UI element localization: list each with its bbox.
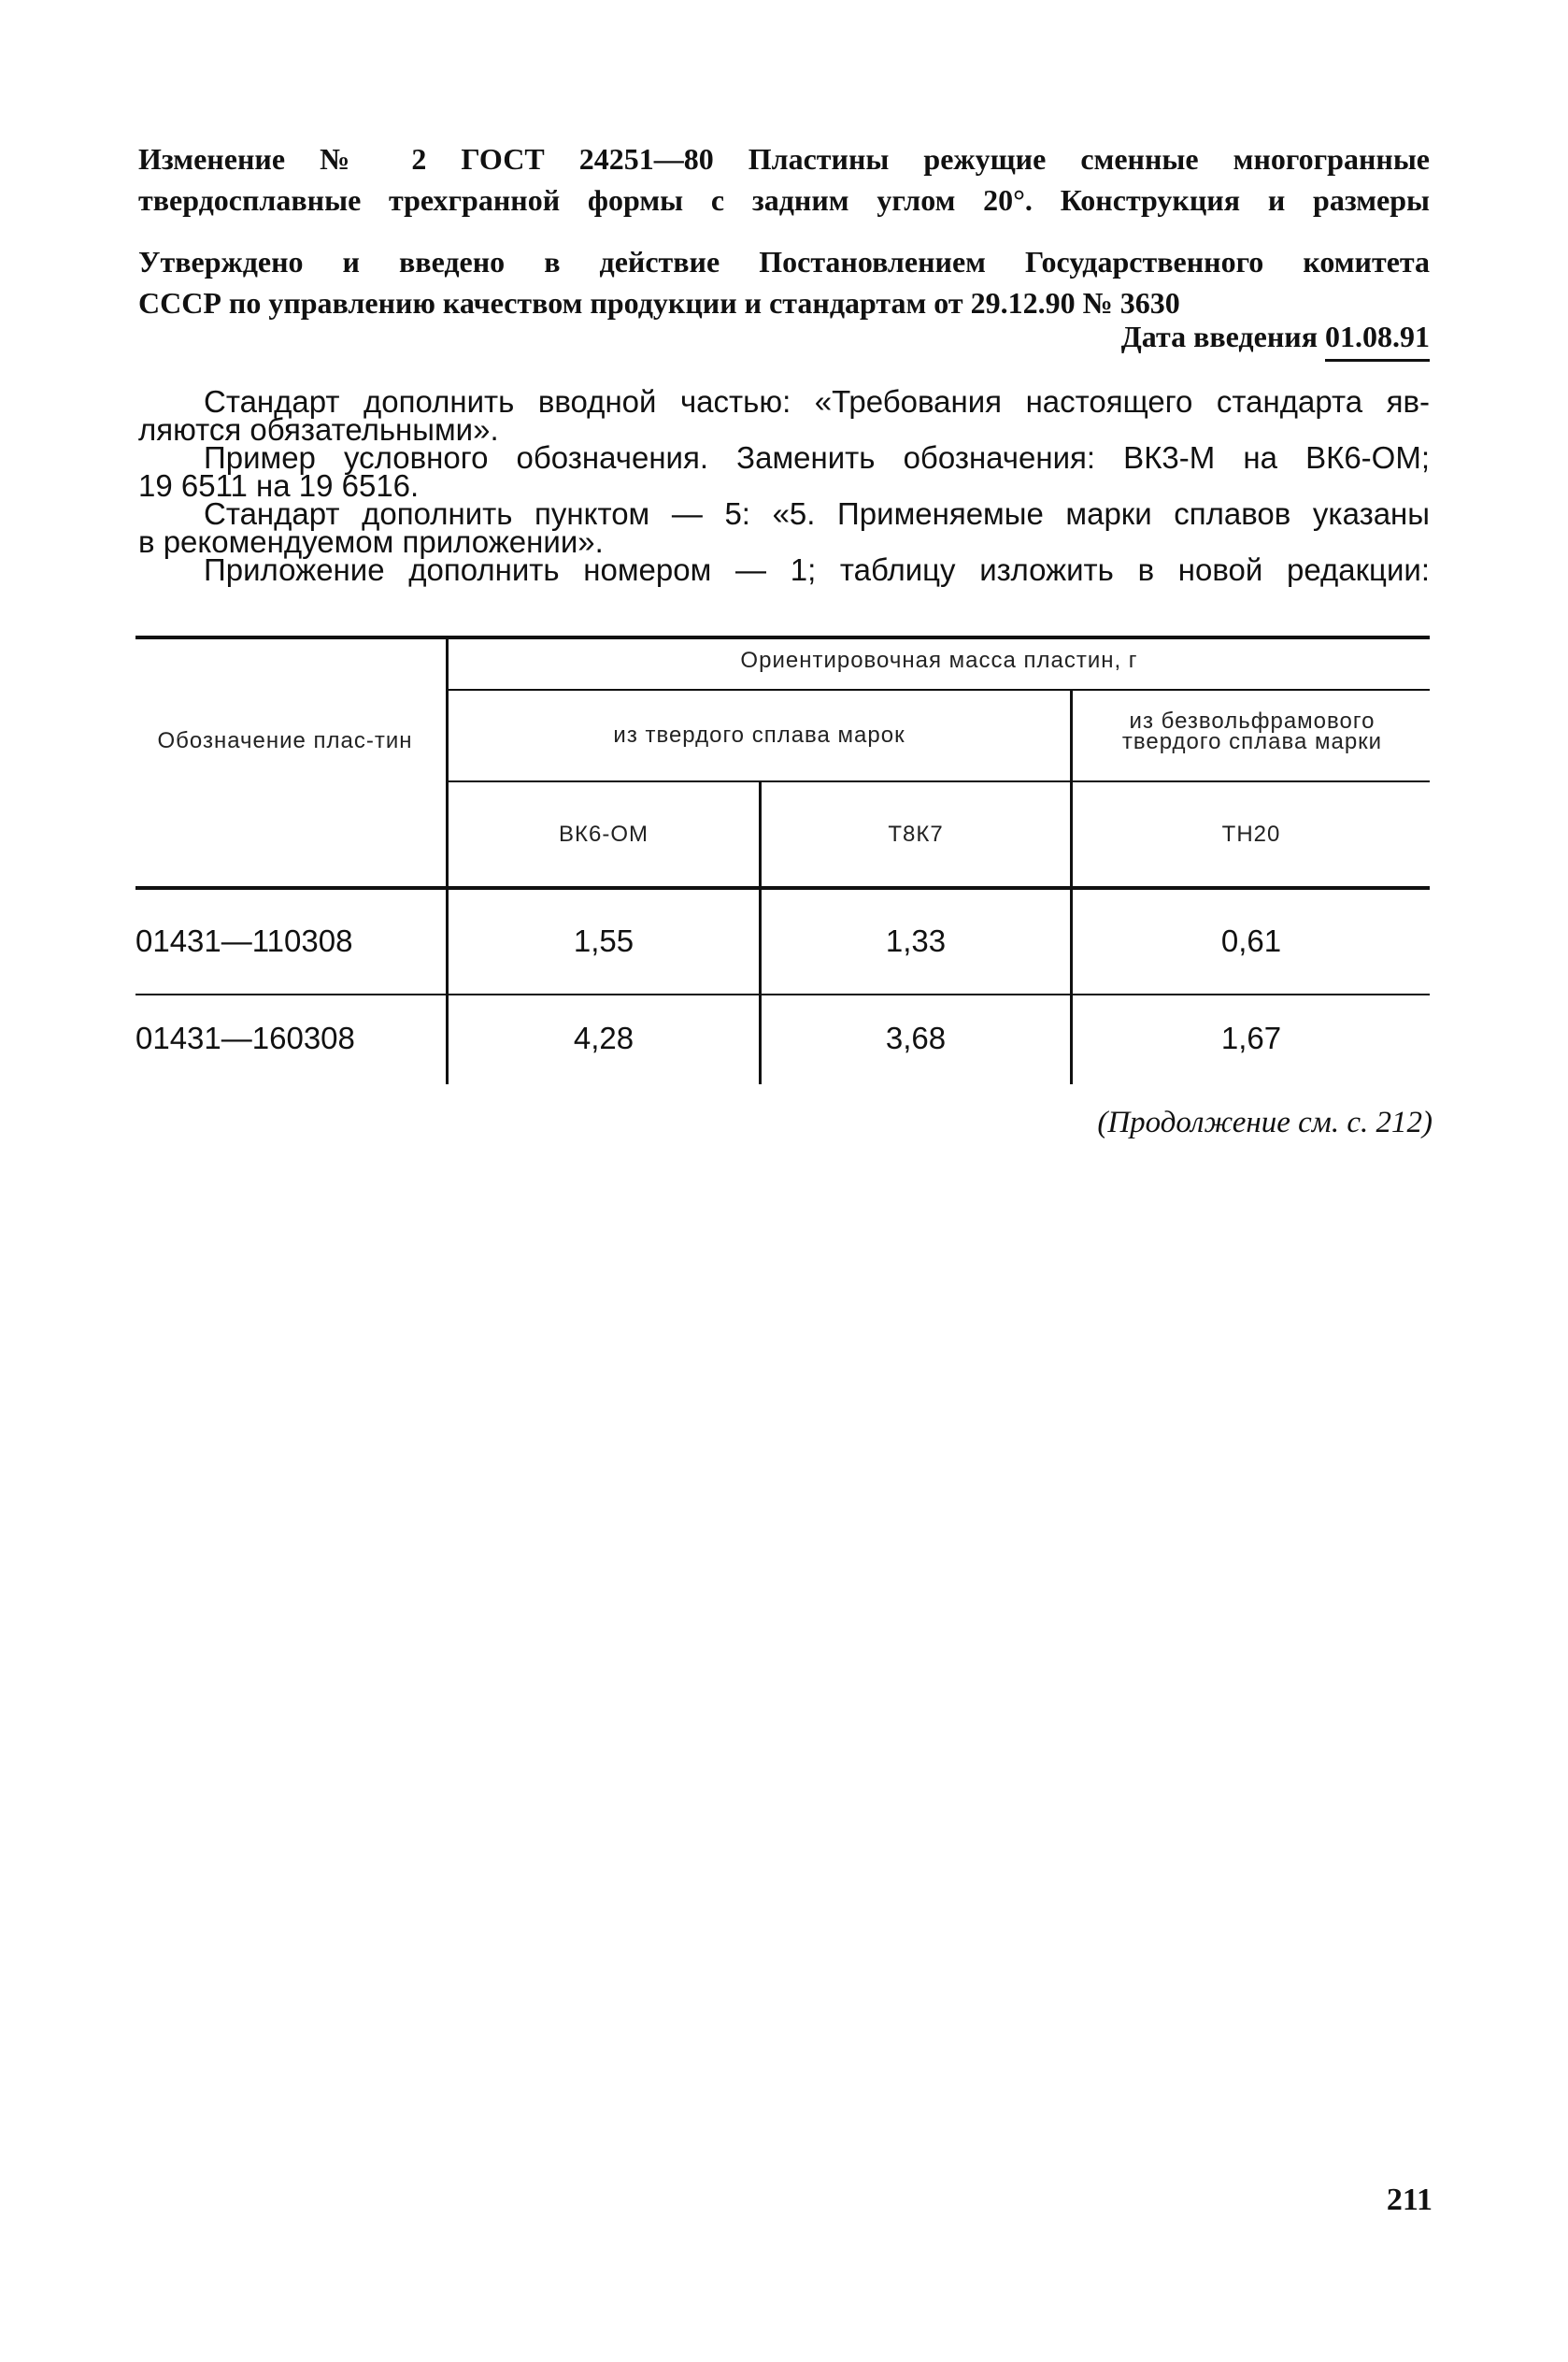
row-separator [135, 994, 1430, 995]
paragraph-1-line-2: ляются обязательными». [138, 412, 499, 447]
table-row-1-vk6om: 1,55 [573, 923, 634, 958]
paragraph-3-line-1: Стандарт дополнить пунктом — 5: «5. Применяемые марки сплавов указаны [204, 496, 1430, 531]
paragraph-3-line-2: в рекомендуемом приложении». [138, 524, 604, 559]
header-approx-mass: Ориентировочная масса пластин, г [740, 648, 1138, 673]
header-bottom-rule [135, 886, 1430, 890]
header-hard-alloy-grades: из твердого сплава марок [613, 723, 905, 748]
col-divider-1 [446, 636, 449, 1084]
table-row-1-t8k7: 1,33 [885, 923, 947, 958]
effective-date-value: 01.08.91 [1325, 320, 1430, 362]
header-rule-grades [449, 780, 1430, 782]
table-row-2-designation: 01431—160308 [135, 1021, 355, 1055]
title-line-2: твердосплавные трехгранной формы с задним углом 20°. Конструкция и размеры [138, 183, 1430, 217]
header-tungsten-free-grade: из безвольфрамового твердого сплава марки [1121, 709, 1383, 754]
table-row-2-vk6om: 4,28 [573, 1021, 634, 1055]
page-number: 211 [1386, 2183, 1433, 2217]
continuation-note: (Продолжение см. с. 212) [1097, 1106, 1433, 1139]
table-top-rule [135, 636, 1430, 639]
effective-date-label: Дата введения [1120, 320, 1318, 353]
table-row-1-tn20: 0,61 [1220, 923, 1282, 958]
effective-date [1121, 316, 1430, 357]
approval-statement [138, 241, 1430, 323]
paragraph-1-line-1: Стандарт дополнить вводной частью: «Требования настоящего стандарта яв- [204, 384, 1430, 419]
paragraph-4-line-1: Приложение дополнить номером — 1; таблицу изложить в новой редакции: [204, 552, 1430, 587]
paragraph-2-line-1: Пример условного обозначения. Заменить обозначения: ВК3-М на ВК6-ОМ; [204, 440, 1430, 475]
header-grade-t8k7: Т8К7 [888, 822, 944, 847]
table-row-1-designation: 01431—110308 [135, 923, 353, 958]
header-grade-vk6om: ВК6-ОМ [559, 822, 649, 847]
approval-line-2: СССР по управлению качеством продукции и стандартам от 29.12.90 № 3630 [138, 286, 1180, 320]
amendment-body [138, 384, 1430, 587]
header-designation: Обозначение плас-тин [157, 728, 413, 753]
paragraph-2-line-2: 19 6511 на 19 6516. [138, 468, 420, 503]
approval-line-1: Утверждено и введено в действие Постановлением Государственного комитета [138, 245, 1430, 279]
table-row-2-t8k7: 3,68 [885, 1021, 947, 1055]
header-rule-mass [449, 689, 1430, 691]
header-grade-tn20: ТН20 [1221, 822, 1281, 847]
table-row-2-tn20: 1,67 [1220, 1021, 1282, 1055]
title-line-1: Изменение № 2 ГОСТ 24251—80 Пластины режущие сменные многогранные [138, 142, 1430, 176]
amendment-title [138, 138, 1430, 221]
mass-table [135, 636, 1430, 1084]
